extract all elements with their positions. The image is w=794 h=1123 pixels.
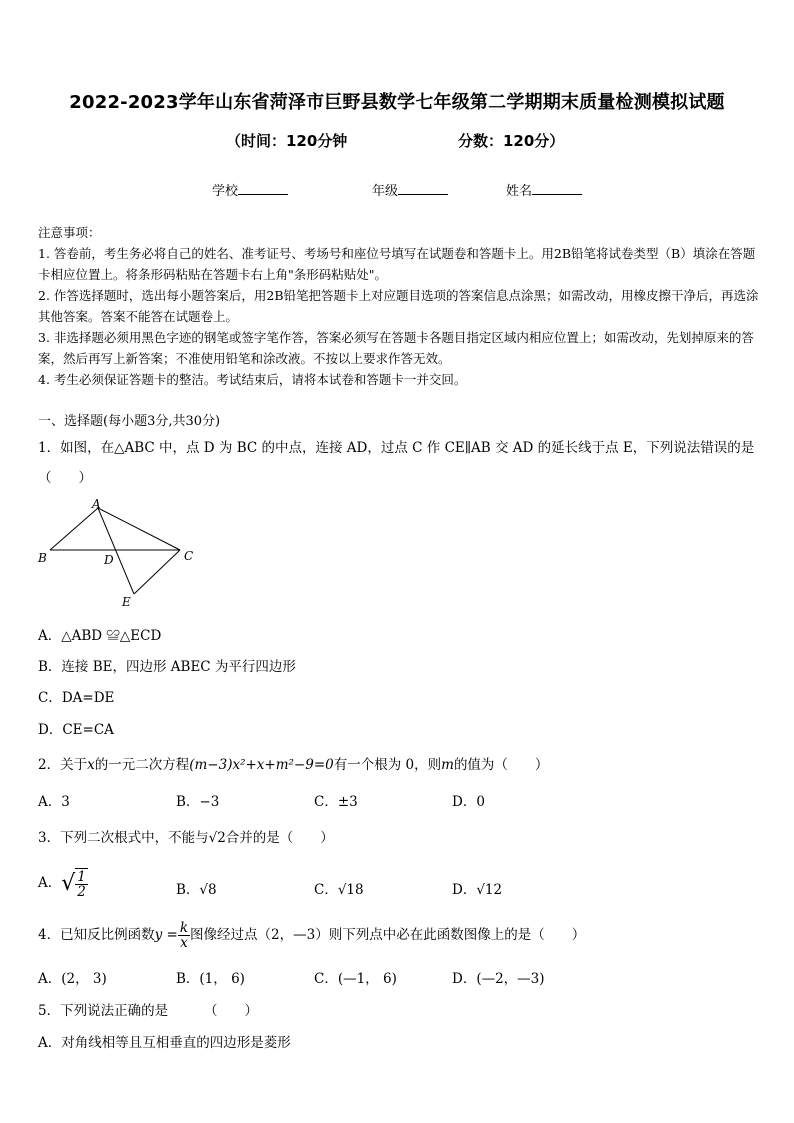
q2-option-b: B．−3 xyxy=(176,794,220,810)
q3-frac-num: 1 xyxy=(77,869,86,885)
q2-tail2: 的值为（ ） xyxy=(453,757,549,773)
q3-stem xyxy=(38,826,334,846)
q1-option-b: B．连接 BE，四边形 ABEC 为平行四边形 xyxy=(38,659,296,675)
q3-option-a xyxy=(38,868,88,899)
q4-option-c: C．(—1， 6) xyxy=(314,971,397,987)
q3-frac-den: 2 xyxy=(77,884,86,900)
label-e: E xyxy=(122,595,131,609)
note-item: 4. 考生必须保证答题卡的整洁。考试结束后，请将本试卷和答题卡一并交回。 xyxy=(38,372,467,387)
segment-ae xyxy=(98,508,134,594)
grade-blank xyxy=(398,182,448,195)
q4-option-b: B．(1， 6) xyxy=(176,971,245,987)
exam-score: 分数：120分） xyxy=(458,132,565,150)
grade-label: 年级 xyxy=(372,184,399,199)
exam-title: 2022-2023学年山东省菏泽市巨野县数学七年级第二学期期末质量检测模拟试题 xyxy=(69,92,725,113)
q3-option-c: C．√18 xyxy=(314,882,364,898)
segment-ce xyxy=(134,550,180,594)
label-c: C xyxy=(184,549,194,563)
q3-option-a-label: A． xyxy=(38,875,62,891)
q2-var-m: m xyxy=(441,757,454,773)
q1-option-c: C．DA=DE xyxy=(38,690,115,706)
q4-stem-b: 图像经过点（2，—3）则下列点中必在此函数图像上的是（ ） xyxy=(190,927,586,943)
triangle-diagram xyxy=(32,496,212,611)
note-item: 1. 答卷前，考生务必将自己的姓名、准考证号、考场号和座位号填写在试题卷和答题卡上。用2B铅笔将试卷类型（B）填涂在答题卡相应位置上。将条形码粘贴在答题卡右上角"条形码粘贴处"。 xyxy=(38,246,756,282)
notes-block xyxy=(38,222,760,390)
q2-option-a: A．3 xyxy=(38,794,70,810)
q3-option-d: D．√12 xyxy=(452,882,503,898)
q4-stem-a: 4．已知反比例函数 xyxy=(38,927,155,943)
segment-ab xyxy=(50,508,98,550)
q4-fraction xyxy=(178,921,190,950)
q5-paren: （ ） xyxy=(204,1003,258,1019)
exam-time: （时间：120分钟 xyxy=(226,132,348,150)
q3-stem-b: 合并的是（ ） xyxy=(225,830,334,846)
name-label: 姓名 xyxy=(506,184,533,199)
q2-mid: 的一元二次方程 xyxy=(94,757,190,773)
q2-option-c: C．±3 xyxy=(314,794,358,810)
label-b: B xyxy=(38,551,47,565)
school-blank xyxy=(238,182,288,195)
name-blank xyxy=(532,182,582,195)
note-item: 3. 非选择题必须用黑色字迹的钢笔或签字笔作答，答案必须写在答题卡各题目指定区域内相应位置上；如需改动，先划掉原来的答案，然后再写上新答案；不准使用铅笔和涂改液。不按以上要求作答无效。 xyxy=(38,330,754,366)
q3-radical: √2 xyxy=(208,830,226,846)
notes-heading: 注意事项： xyxy=(38,225,101,240)
q2-tail1: 有一个根为 0，则 xyxy=(333,757,442,773)
label-d: D xyxy=(104,553,114,567)
q4-func-y: y = xyxy=(154,927,178,943)
q2-num: 2．关于 xyxy=(38,757,88,773)
q2-option-d: D．0 xyxy=(452,794,485,810)
q1-paren: （ ） xyxy=(38,470,92,486)
q1-figure xyxy=(32,496,212,615)
q4-stem xyxy=(38,921,585,950)
q5-stem: 5．下列说法正确的是 xyxy=(38,1003,169,1019)
q1-option-a: A．△ABD ≌△ECD xyxy=(38,628,162,644)
q2-var-x: x xyxy=(87,757,95,773)
q4-frac-x: x xyxy=(180,935,188,951)
school-field xyxy=(212,180,288,199)
segment-ac xyxy=(98,508,180,550)
q3-option-b: B．√8 xyxy=(176,882,217,898)
q3-stem-a: 3．下列二次根式中，不能与 xyxy=(38,830,209,846)
label-a: A xyxy=(92,497,101,511)
section-heading: 一、选择题(每小题3分,共30分) xyxy=(38,414,221,429)
name-field xyxy=(506,180,582,199)
school-label: 学校 xyxy=(212,184,239,199)
q1-stem: 1．如图，在△ABC 中，点 D 为 BC 的中点，连接 AD，过点 C 作 CE∥AB 交 AD 的延长线于点 E，下列说法错误的是 xyxy=(38,440,755,456)
q3-option-a-fraction xyxy=(75,868,88,899)
grade-field xyxy=(372,180,448,199)
q4-option-d: D．(—2，—3) xyxy=(452,971,545,987)
sqrt-sign-icon: √ xyxy=(61,871,76,896)
q2-stem xyxy=(38,753,548,773)
note-item: 2. 作答选择题时，选出每小题答案后，用2B铅笔把答题卡上对应题目选项的答案信息点涂黑；如需改动，用橡皮擦干净后，再选涂其他答案。答案不能答在试题卷上。 xyxy=(38,288,759,324)
q4-option-a: A．(2， 3) xyxy=(38,971,107,987)
q1-option-d: D．CE=CA xyxy=(38,722,114,738)
q2-equation: (m−3)x²+x+m²−9=0 xyxy=(189,757,334,773)
q4-frac-k: k xyxy=(179,920,189,936)
q5-option-a: A．对角线相等且互相垂直的四边形是菱形 xyxy=(38,1035,291,1051)
